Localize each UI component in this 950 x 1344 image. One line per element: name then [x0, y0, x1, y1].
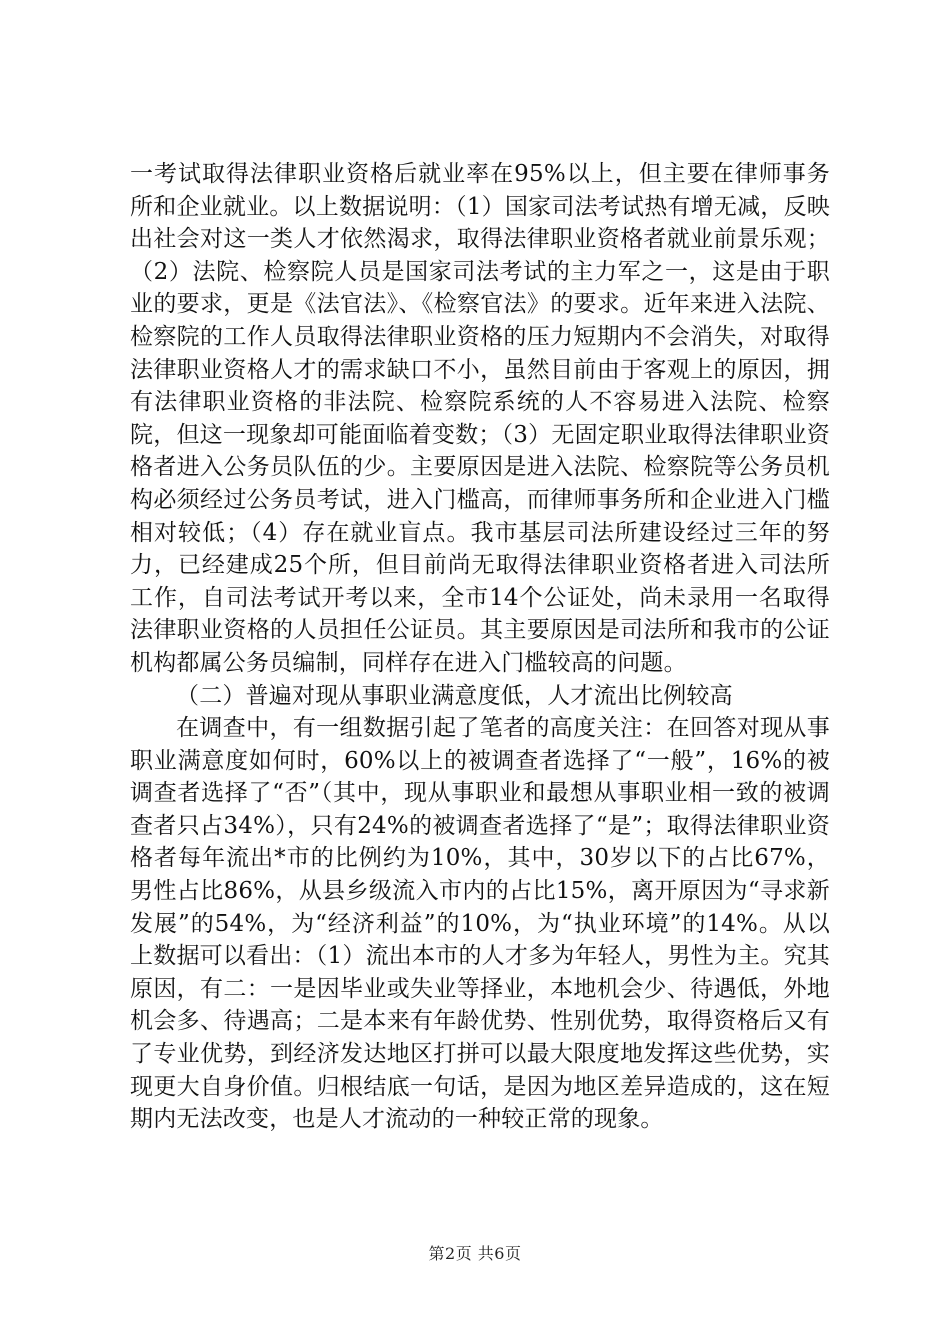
page-footer: 第2页 共6页: [428, 1244, 522, 1263]
paragraph-survey: 在调查中，有一组数据引起了笔者的高度关注：在回答对现从事职业满意度如何时，60%以上的被调查者选择了“一般”，16%的被调查者选择了“否”（其中，现从事职业和最想从事职业相一致的被调查者只占34%），只有24%的被调查者选择了“是”；取得法律职业资格者每年流出*市的比例约为10%，其中，30岁以下的占比67%，男性占比86%，从县乡级流入市内的占比15%，离开原因为“寻求新发展”的54%，为“经济利益”的10%，为“执业环境”的14%。从以上数据可以看出：（1）流出本市的人才多为年轻人，男性为主。究其原因，有二：一是因毕业或失业等择业，本地机会少、待遇低，外地机会多、待遇高；二是本来有年龄优势、性别优势，取得资格后又有了专业优势，到经济发达地区打拼可以最大限度地发挥这些优势，实现更大自身价值。归根结底一句话，是因为地区差异造成的，这在短期内无法改变，也是人才流动的一种较正常的现象。: [130, 715, 830, 1133]
section-heading: （二）普遍对现从事职业满意度低，人才流出比例较高: [176, 682, 733, 709]
paragraph-continuation: 一考试取得法律职业资格后就业率在95%以上，但主要在律师事务所和企业就业。以上数据说明：（1）国家司法考试热有增无减，反映出社会对这一类人才依然渴求，取得法律职业资格者就业前景乐观；（2）法院、检察院人员是国家司法考试的主力军之一，这是由于职业的要求，更是《法官法》、《检察官法》的要求。近年来进入法院、检察院的工作人员取得法律职业资格的压力短期内不会消失，对取得法律职业资格人才的需求缺口不小，虽然目前由于客观上的原因，拥有法律职业资格的非法院、检察院系统的人不容易进入法院、检察院，但这一现象却可能面临着变数；（3）无固定职业取得法律职业资格者进入公务员队伍的少。主要原因是进入法院、检察院等公务员机构必须经过公务员考试，进入门槛高，而律师事务所和企业进入门槛相对较低；（4）存在就业盲点。我市基层司法所建设经过三年的努力，已经建成25个所，但目前尚无取得法律职业资格者进入司法所工作，自司法考试开考以来，全市14个公证处，尚未录用一名取得法律职业资格的人员担任公证员。其主要原因是司法所和我市的公证机构都属公务员编制，同样存在进入门槛较高的问题。: [130, 161, 830, 676]
document-body: [130, 158, 830, 1136]
